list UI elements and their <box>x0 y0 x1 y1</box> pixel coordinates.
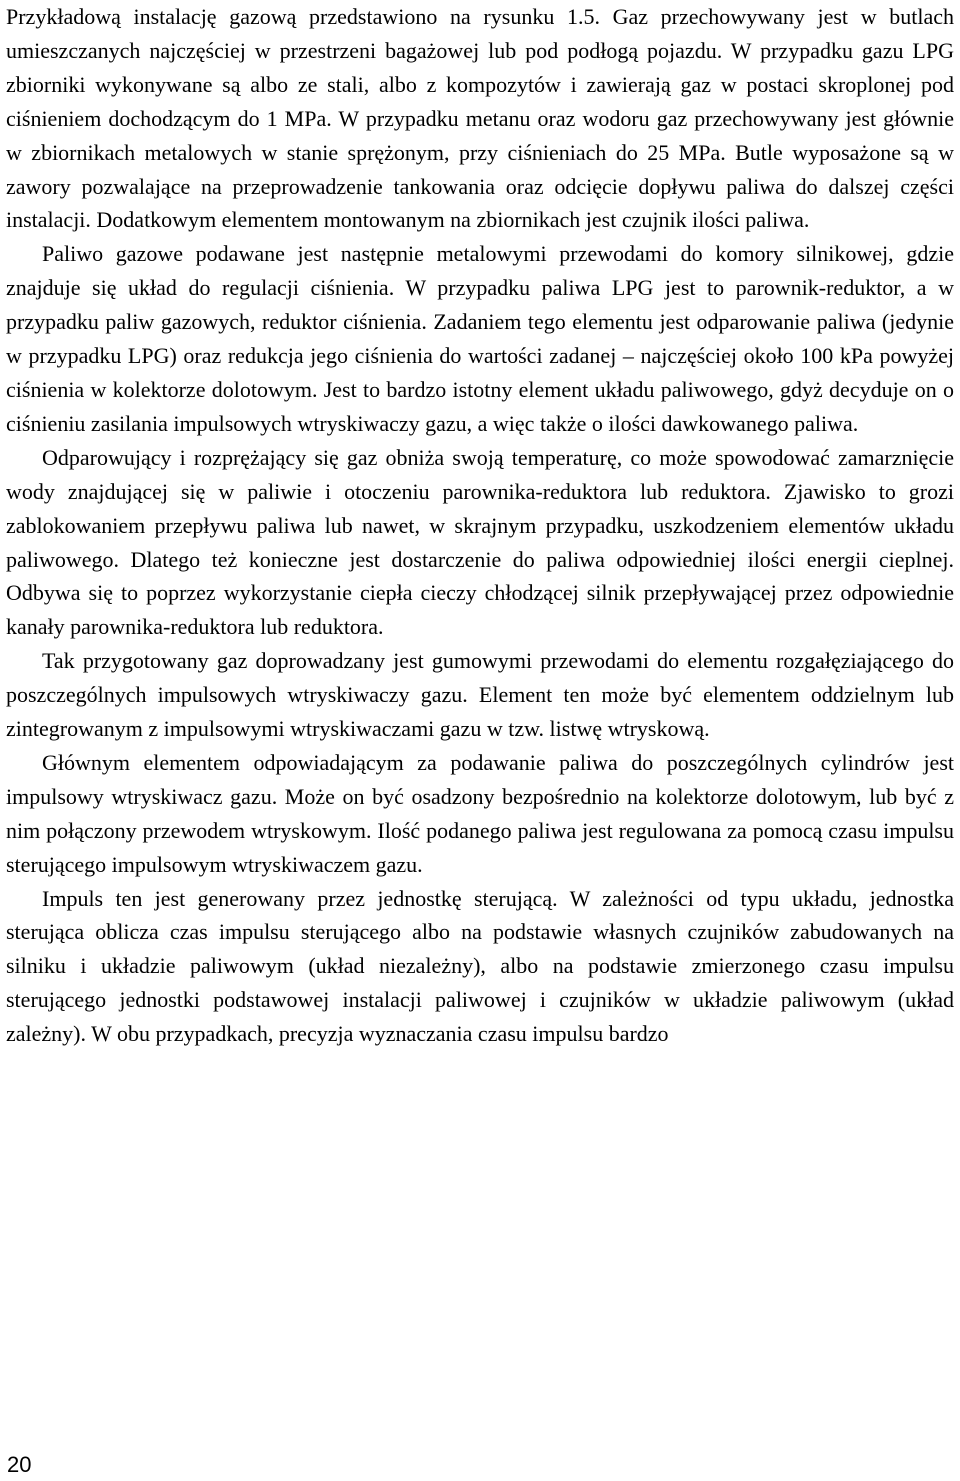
paragraph-distribution: Tak przygotowany gaz doprowadzany jest gumowymi przewodami do elementu rozgałęziającego do poszczególnych impulsowych wtryskiwaczy gazu. Element ten może być elementem oddzielnym lub zintegrowanym z impulsowymi wtryskiwaczami gazu w tzw. listwę wtryskową. <box>6 648 954 742</box>
paragraph-pressure-regulation: Paliwo gazowe podawane jest następnie metalowymi przewodami do komory silnikowej, gdzie znajduje się układ do regulacji ciśnienia. W przypadku paliwa LPG jest to parownik-reduktor, a w przypadku paliw gazowych, reduktor ciśnienia. Zadaniem tego elementu jest odparowanie paliwa (jedynie w przypadku LPG) oraz redukcja jego ciśnienia do wartości zadanej – najczęściej około 100 kPa powyżej ciśnienia w kolektorze dolotowym. Jest to bardzo istotny element układu paliwowego, gdyż decyduje on o ciśnieniu zasilania impulsowych wtryskiwaczy gazu, a więc także o ilości dawkowanego paliwa. <box>6 241 954 436</box>
page-number: 20 <box>7 1452 32 1477</box>
paragraph-control-unit: Impuls ten jest generowany przez jednostkę sterującą. W zależności od typu układu, jednostka sterująca oblicza czas impulsu sterującego albo na podstawie własnych czujników zabudowanych na silniku i układzie paliwowym (układ niezależny), albo na podstawie zmierzonego czasu impulsu sterującego jednostki podstawowej instalacji paliwowej i czujników w układzie paliwowym (układ zależny). W obu przypadkach, precyzja wyznaczania czasu impulsu bardzo <box>6 885 954 1047</box>
paragraph-injector: Głównym elementem odpowiadającym za podawanie paliwa do poszczególnych cylindrów jest impulsowy wtryskiwacz gazu. Może on być osadzony bezpośrednio na kolektorze dolotowym, lub być z nim połączony przewodem wtryskowym. Ilość podanego paliwa jest regulowana za pomocą czasu impulsu sterującego impulsowym wtryskiwaczem gazu. <box>6 749 954 877</box>
paragraph-gas-storage: Przykładową instalację gazową przedstawiono na rysunku 1.5. Gaz przechowywany jest w butlach umieszczanych najczęściej w przestrzeni bagażowej lub pod podłogą pojazdu. W przypadku gazu LPG zbiorniki wykonywane są albo ze stali, albo z kompozytów i zawierają gaz w postaci skroplonej pod ciśnieniem dochodzącym do 1 MPa. W przypadku metanu oraz wodoru gaz przechowywany jest głównie w zbiornikach metalowych w stanie sprężonym, przy ciśnieniach do 25 MPa. Butle wyposażone są w zawory pozwalające na przeprowadzenie tankowania oraz odcięcie dopływu paliwa do dalszej części instalacji. Dodatkowym elementem montowanym na zbiornikach jest czujnik ilości paliwa. <box>6 4 954 233</box>
paragraph-heating: Odparowujący i rozprężający się gaz obniża swoją temperaturę, co może spowodować zamarznięcie wody znajdującej się w paliwie i otoczeniu parownika-reduktora lub reduktora. Zjawisko to grozi zablokowaniem przepływu paliwa lub nawet, w skrajnym przypadku, uszkodzeniem elementów układu paliwowego. Dlatego też konieczne jest dostarczenie do paliwa odpowiedniej ilości energii cieplnej. Odbywa się to poprzez wykorzystanie ciepła cieczy chłodzącej silnik przepływającej przez odpowiednie kanały parownika-reduktora lub reduktora. <box>6 444 954 640</box>
document-page <box>6 0 954 1440</box>
